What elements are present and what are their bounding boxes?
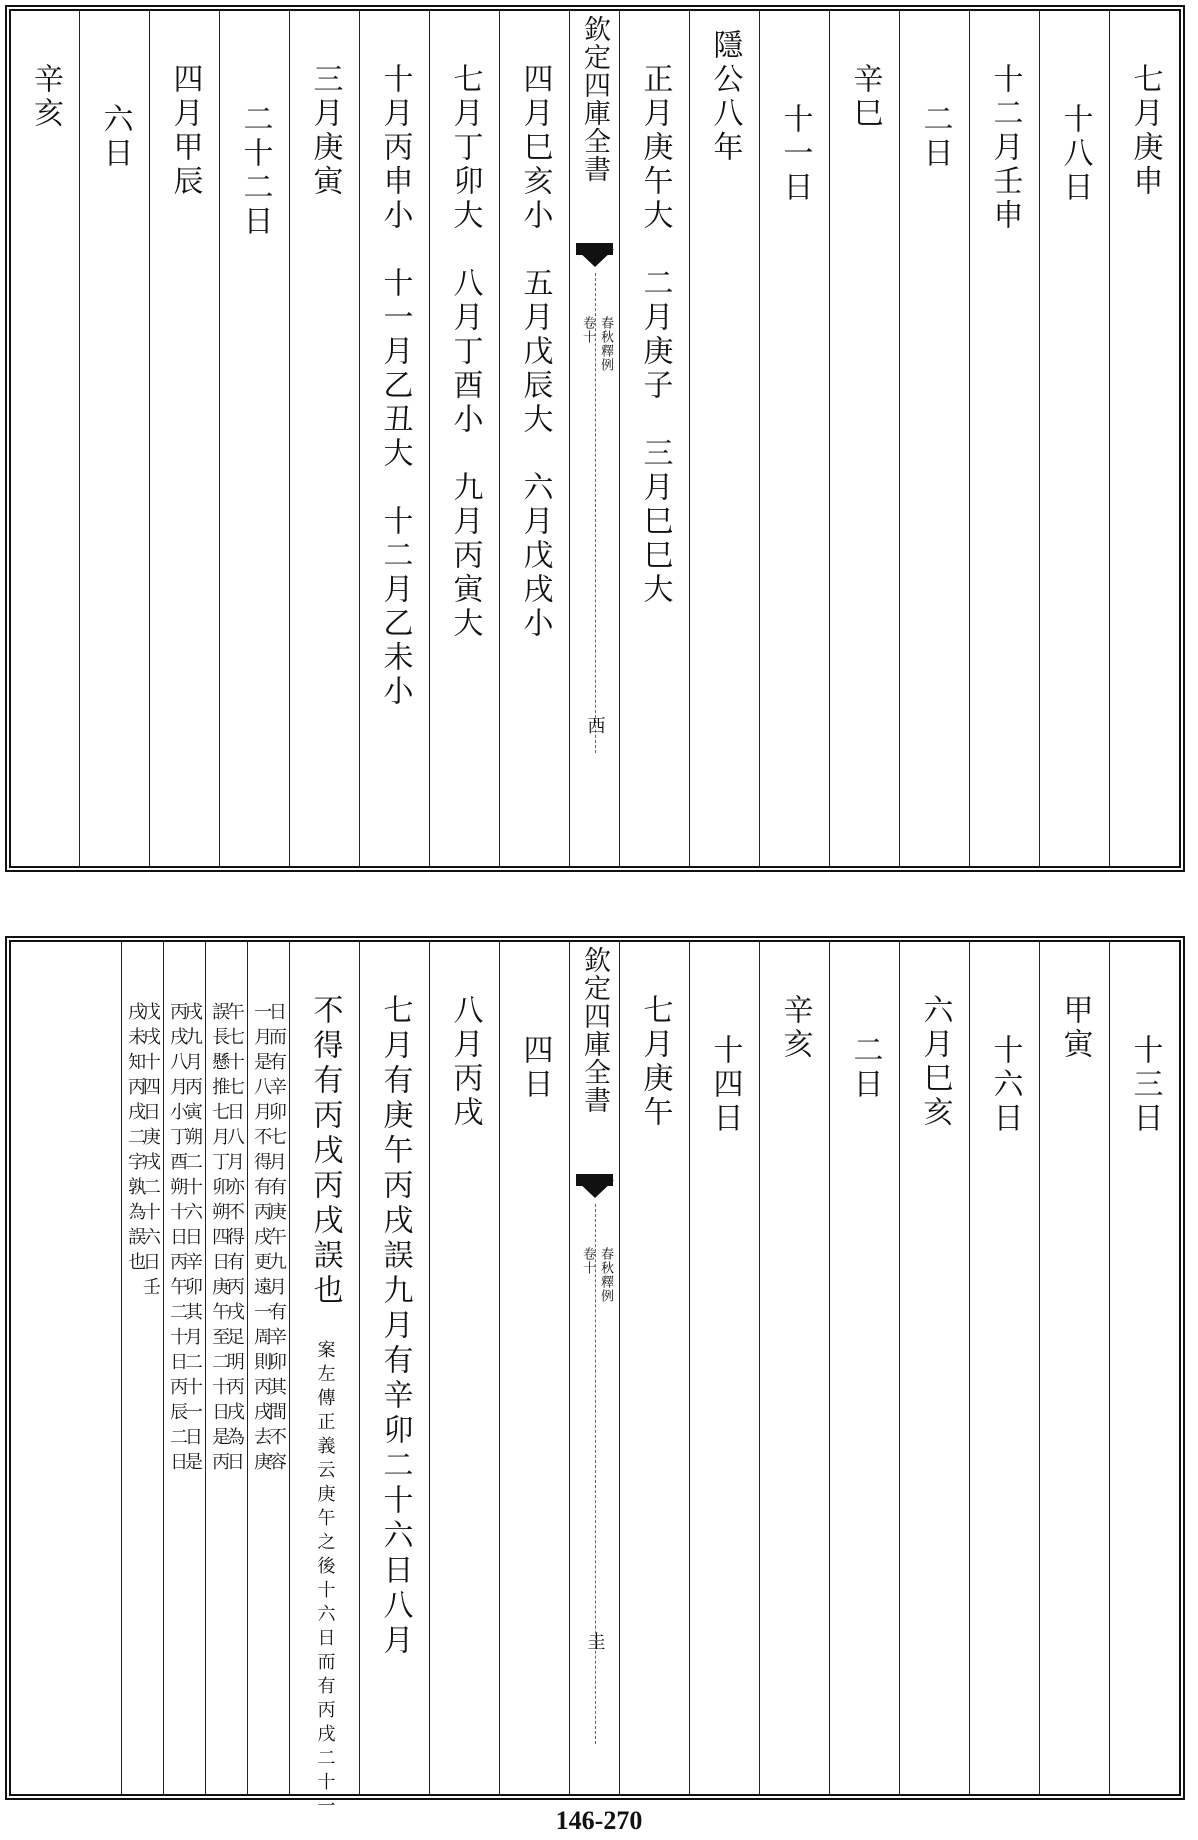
column-text: 七月庚午 xyxy=(637,994,673,1130)
center-gutter xyxy=(569,942,619,1794)
column xyxy=(759,942,829,1794)
column-text: 四月甲辰 xyxy=(167,63,203,199)
page-number: 146-270 xyxy=(555,1806,643,1835)
commentary-note-right: 日而有辛卯七月有庚午九月有辛卯其間不容 xyxy=(265,1002,287,1477)
column xyxy=(1109,942,1179,1794)
column xyxy=(289,11,359,866)
gutter-volume: 卷十 xyxy=(580,1247,595,1275)
gutter-page-number: 圭 xyxy=(584,1632,606,1650)
column-text: 十四日 xyxy=(707,1034,743,1136)
column xyxy=(899,942,969,1794)
commentary-note-right: 戊戌十四日庚戌二十六日壬 xyxy=(139,1002,161,1302)
column-text: 六月巳亥 xyxy=(917,994,953,1130)
column xyxy=(359,942,429,1794)
column-text: 正月庚午大 二月庚子 三月巳巳大 xyxy=(637,63,673,607)
column-text: 十三日 xyxy=(1127,1034,1163,1136)
column-text: 不得有丙戌丙戌誤也 xyxy=(307,994,343,1309)
column-text: 十八日 xyxy=(1057,103,1093,205)
gutter-title: 欽定四庫全書 xyxy=(579,946,610,1114)
column xyxy=(219,11,289,866)
column-text: 辛亥 xyxy=(777,994,813,1062)
gutter-book-title: 春秋釋例 xyxy=(598,1247,613,1303)
commentary-note-left: 一月是八月不得有丙戌更遠一周則丙戌去庚 xyxy=(251,1002,273,1477)
gutter-book-title: 春秋釋例 xyxy=(598,316,613,372)
commentary-column xyxy=(247,942,289,1794)
column xyxy=(829,942,899,1794)
column xyxy=(969,942,1039,1794)
column xyxy=(79,11,149,866)
commentary-column xyxy=(205,942,247,1794)
column xyxy=(619,942,689,1794)
column xyxy=(149,11,219,866)
column xyxy=(11,11,79,866)
column-text: 辛巳 xyxy=(847,63,883,131)
column xyxy=(429,942,499,1794)
column xyxy=(1039,942,1109,1794)
column xyxy=(1039,11,1109,866)
column xyxy=(829,11,899,866)
column-text: 二日 xyxy=(917,103,953,171)
column-text: 七月庚申 xyxy=(1127,63,1163,199)
column-text: 四日 xyxy=(517,1034,553,1102)
column xyxy=(689,942,759,1794)
column xyxy=(499,942,569,1794)
commentary-note-right: 午七十七日八月亦不得有丙戌足明丙戌為日 xyxy=(223,1002,245,1477)
column-text: 十二月壬申 xyxy=(987,63,1023,233)
column-text: 十月丙申小 十一月乙丑大 十二月乙未小 xyxy=(377,63,413,709)
commentary-note-left: 丙戌八月小丁酉朔十日丙午二十日丙辰二日 xyxy=(167,1002,189,1477)
column xyxy=(619,11,689,866)
commentary-note-left: 誤長懸推七月丁卯朔四日庚午至二十日是丙 xyxy=(209,1002,231,1477)
column-text: 六日 xyxy=(97,103,133,171)
column xyxy=(759,11,829,866)
empty-column xyxy=(11,942,121,1794)
fish-tail-icon xyxy=(570,1174,619,1200)
gutter-volume: 卷十 xyxy=(580,316,595,344)
column xyxy=(899,11,969,866)
column-text: 隱公八年 xyxy=(707,29,743,165)
commentary-column xyxy=(163,942,205,1794)
commentary-note-left: 戌未知丙戌二字孰為誤也 xyxy=(125,1002,147,1277)
gutter-page-number: 西 xyxy=(584,716,606,734)
column-text: 十一日 xyxy=(777,103,813,205)
commentary-column xyxy=(121,942,163,1794)
bottom-page xyxy=(5,936,1185,1820)
column-text: 四月巳亥小 五月戊辰大 六月戊戌小 xyxy=(517,63,553,641)
center-gutter xyxy=(569,11,619,866)
commentary-note-right: 戌九月丙寅朔二十六日辛卯其月二十一日是 xyxy=(181,1002,203,1477)
column xyxy=(499,11,569,866)
column-text: 二十二日 xyxy=(237,103,273,239)
top-page xyxy=(5,5,1185,872)
column xyxy=(289,942,359,1820)
column-text: 十六日 xyxy=(987,1034,1023,1136)
column xyxy=(689,11,759,866)
column-text: 七月有庚午丙戌誤九月有辛卯二十六日八月 xyxy=(377,994,413,1659)
fish-tail-icon xyxy=(570,243,619,269)
column-text: 辛亥 xyxy=(28,63,63,131)
column-text: 八月丙戌 xyxy=(447,994,483,1130)
column-text: 二日 xyxy=(847,1034,883,1102)
column xyxy=(1109,11,1179,866)
commentary-note: 案左傳正義云庚午之後十六日而有丙戌二十一 xyxy=(314,1340,336,1820)
column-text: 三月庚寅 xyxy=(307,63,343,199)
column-text: 七月丁卯大 八月丁酉小 九月丙寅大 xyxy=(447,63,483,641)
column-text: 甲寅 xyxy=(1057,994,1093,1062)
column xyxy=(969,11,1039,866)
column xyxy=(359,11,429,866)
gutter-title: 欽定四庫全書 xyxy=(579,15,610,183)
column xyxy=(429,11,499,866)
